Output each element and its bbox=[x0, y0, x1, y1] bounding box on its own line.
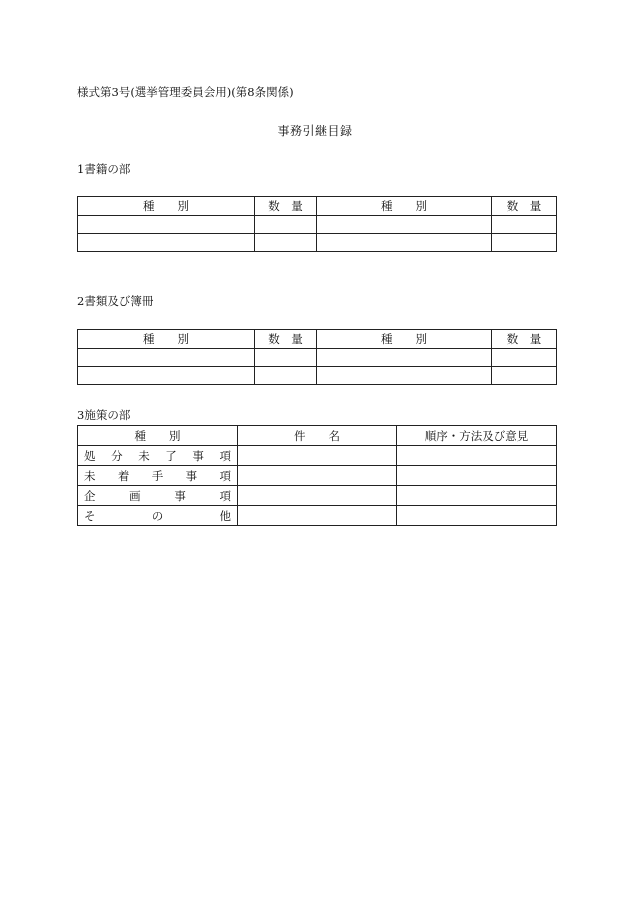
table-cell[interactable] bbox=[492, 367, 557, 385]
table-row bbox=[78, 367, 557, 385]
table-cell[interactable] bbox=[78, 367, 255, 385]
column-header-type: 種 別 bbox=[78, 197, 255, 216]
table-row bbox=[78, 234, 557, 252]
document-title: 事務引継目録 bbox=[277, 124, 353, 138]
table-cell[interactable] bbox=[317, 367, 492, 385]
column-header-quantity: 数 量 bbox=[255, 197, 317, 216]
form-number: 様式第3号(選挙管理委員会用)(第8条関係) bbox=[77, 85, 294, 99]
table-cell[interactable] bbox=[78, 216, 255, 234]
documents-table bbox=[77, 329, 557, 385]
section-policies-heading: 3施策の部 bbox=[77, 408, 131, 422]
table-cell[interactable] bbox=[317, 234, 492, 252]
table-row bbox=[78, 349, 557, 367]
table-cell[interactable] bbox=[397, 486, 557, 506]
table-cell[interactable] bbox=[238, 466, 397, 486]
row-label-other: その他 bbox=[78, 506, 238, 526]
column-header-order-method-opinion: 順序・方法及び意見 bbox=[397, 426, 557, 446]
row-label-unstarted-matters: 未着手事項 bbox=[78, 466, 238, 486]
table-cell[interactable] bbox=[78, 349, 255, 367]
table-row bbox=[78, 506, 557, 526]
table-cell[interactable] bbox=[238, 506, 397, 526]
section-documents-heading: 2書類及び簿冊 bbox=[77, 294, 154, 308]
table-cell[interactable] bbox=[255, 367, 317, 385]
table-row bbox=[78, 486, 557, 506]
table-cell[interactable] bbox=[397, 446, 557, 466]
column-header-quantity: 数 量 bbox=[492, 197, 557, 216]
table-cell[interactable] bbox=[255, 349, 317, 367]
table-cell[interactable] bbox=[255, 216, 317, 234]
table-header-row bbox=[78, 197, 557, 216]
table-header-row bbox=[78, 330, 557, 349]
section-books-heading: 1書籍の部 bbox=[77, 162, 131, 176]
column-header-type: 種 別 bbox=[317, 197, 492, 216]
table-header-row bbox=[78, 426, 557, 446]
books-table bbox=[77, 196, 557, 252]
table-cell[interactable] bbox=[78, 234, 255, 252]
table-cell[interactable] bbox=[238, 486, 397, 506]
table-cell[interactable] bbox=[492, 349, 557, 367]
table-row bbox=[78, 466, 557, 486]
table-cell[interactable] bbox=[238, 446, 397, 466]
column-header-quantity: 数 量 bbox=[492, 330, 557, 349]
column-header-subject: 件 名 bbox=[238, 426, 397, 446]
table-cell[interactable] bbox=[492, 216, 557, 234]
table-row bbox=[78, 216, 557, 234]
column-header-type: 種 別 bbox=[78, 426, 238, 446]
column-header-type: 種 別 bbox=[78, 330, 255, 349]
column-header-quantity: 数 量 bbox=[255, 330, 317, 349]
row-label-pending-matters: 処分未了事項 bbox=[78, 446, 238, 466]
table-cell[interactable] bbox=[255, 234, 317, 252]
table-cell[interactable] bbox=[317, 216, 492, 234]
table-cell[interactable] bbox=[492, 234, 557, 252]
table-row bbox=[78, 446, 557, 466]
row-label-planning-matters: 企画事項 bbox=[78, 486, 238, 506]
table-cell[interactable] bbox=[397, 466, 557, 486]
table-cell[interactable] bbox=[397, 506, 557, 526]
policies-table bbox=[77, 425, 557, 526]
column-header-type: 種 別 bbox=[317, 330, 492, 349]
table-cell[interactable] bbox=[317, 349, 492, 367]
